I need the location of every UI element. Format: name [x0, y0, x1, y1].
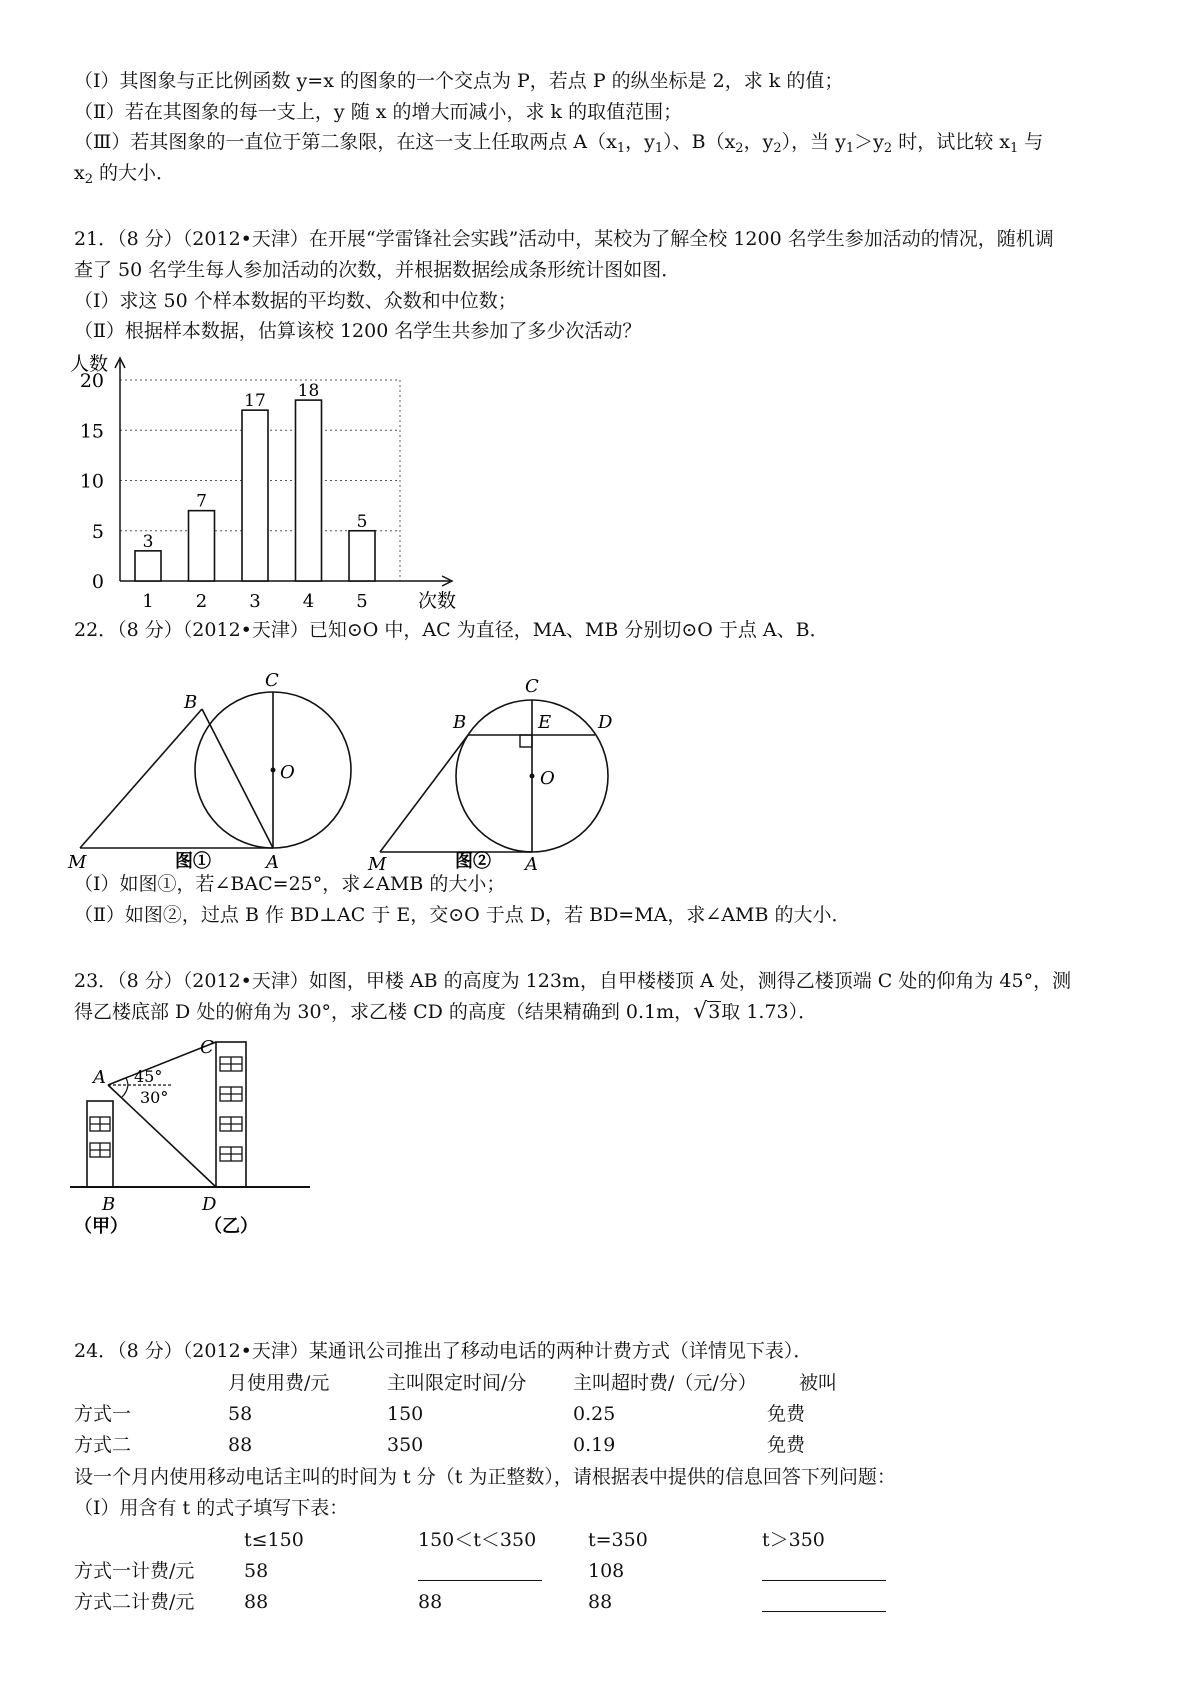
bar-3	[242, 410, 268, 581]
angle-45-label: 45°	[134, 1067, 163, 1086]
x-tick-label: 5	[356, 591, 368, 612]
point-label-O: O	[540, 768, 555, 789]
point-label-M: M	[368, 854, 387, 870]
table2-row-label: 方式一计费/元	[74, 1560, 195, 1582]
point-label-D: D	[202, 1194, 217, 1215]
x-tick-label: 3	[249, 591, 261, 612]
x-axis-label: 次数	[418, 590, 457, 612]
answer-blank[interactable]	[762, 1589, 886, 1615]
x-tick-label: 2	[195, 591, 208, 612]
bar-value-label: 18	[297, 381, 320, 402]
q21-stem-cont: 查了 50 名学生每人参加活动的次数，并根据数据绘成条形统计图如图．	[74, 259, 681, 281]
table2-row-label: 方式二计费/元	[74, 1591, 195, 1613]
bar-value-label: 17	[244, 391, 266, 412]
bar-value-label: 3	[142, 531, 154, 552]
answer-blank[interactable]	[762, 1558, 886, 1584]
y-tick-label: 10	[79, 470, 104, 493]
fig1-caption: 图①	[175, 851, 211, 870]
answer-blank[interactable]	[418, 1558, 542, 1584]
table2-header: t≤150	[244, 1529, 304, 1551]
q24-part1: （Ⅰ）用含有 t 的式子填写下表：	[74, 1497, 349, 1519]
y-tick-label: 0	[91, 571, 104, 593]
table1-cell: 350	[387, 1434, 424, 1456]
table1-cell: 150	[387, 1403, 424, 1425]
q22-part2: （Ⅱ）如图②，过点 B 作 BD⊥AC 于 E，交⊙O 于点 D，若 BD=MA，求∠AMB 的大小．	[74, 904, 851, 926]
bar-chart	[60, 350, 460, 615]
label-jia: （甲）	[74, 1216, 128, 1235]
q20-part3-cont: $x_2$ 的大小．	[74, 162, 176, 187]
q21-part2: （Ⅱ）根据样本数据，估算该校 1200 名学生共参加了多少次活动？	[74, 320, 642, 342]
point-label-A: A	[93, 1067, 106, 1088]
q22-figure-1	[60, 650, 380, 870]
table2-cell: 58	[244, 1560, 269, 1582]
table2-header: 150＜t＜350	[418, 1529, 537, 1551]
table1-header: 主叫超时费/（元/分）	[573, 1372, 757, 1394]
table2-header: t＞350	[762, 1529, 825, 1551]
x-tick-labels	[142, 591, 367, 612]
point-label-B: B	[453, 712, 467, 733]
table1-header: 被叫	[799, 1372, 838, 1394]
y-tick-label: 5	[91, 520, 104, 543]
y-tick-label: 20	[79, 370, 104, 392]
chart-axes	[115, 358, 452, 586]
label-yi: （乙）	[204, 1216, 258, 1235]
q21-part1: （Ⅰ）求这 50 个样本数据的平均数、众数和中位数；	[74, 290, 517, 312]
x-tick-label: 4	[302, 591, 315, 612]
table1-header: 主叫限定时间/分	[387, 1372, 527, 1394]
bar-4	[296, 400, 322, 581]
table1-cell: 88	[228, 1434, 253, 1456]
q20-part2: （Ⅱ）若在其图象的每一支上，y 随 x 的增大而减小，求 k 的取值范围；	[74, 101, 683, 123]
table2-cell: 108	[588, 1560, 625, 1582]
bar-5	[349, 531, 375, 581]
table2-header: t=350	[588, 1529, 648, 1551]
point-label-A: A	[266, 852, 279, 870]
table1-header: 月使用费/元	[228, 1372, 330, 1394]
point-label-O: O	[280, 762, 295, 783]
q22-stem: 22．（8 分）（2012•天津）已知⊙O 中，AC 为直径，MA、MB 分别切⊙O 于点 A、B．	[74, 619, 829, 641]
y-tick-label: 15	[79, 420, 104, 443]
q24-stem: 24．（8 分）（2012•天津）某通讯公司推出了移动电话的两种计费方式（详情见下表）．	[74, 1340, 813, 1362]
bar-value-label: 5	[356, 511, 368, 532]
angle-30-label: 30°	[140, 1088, 169, 1107]
point-label-C: C	[525, 676, 539, 697]
table1-row-label: 方式二	[74, 1434, 132, 1456]
q22-figure-2	[360, 650, 620, 870]
q22-part1: （Ⅰ）如图①，若∠BAC=25°，求∠AMB 的大小；	[74, 873, 506, 895]
table1-cell: 免费	[767, 1403, 806, 1425]
point-label-A: A	[525, 854, 538, 870]
table1-cell: 58	[228, 1403, 253, 1425]
chart-bars	[135, 381, 375, 581]
table1-cell: 0.25	[573, 1403, 616, 1425]
x-tick-label: 1	[142, 591, 154, 612]
point-label-C: C	[265, 670, 279, 691]
q24-setup: 设一个月内使用移动电话主叫的时间为 t 分（t 为正整数），请根据表中提供的信息回答下列问题：	[74, 1466, 896, 1488]
point-label-M: M	[68, 852, 87, 870]
table2-cell: 88	[244, 1591, 269, 1613]
point-label-C: C	[200, 1037, 214, 1058]
point-label-D: D	[598, 712, 613, 733]
bar-2	[189, 511, 215, 581]
table2-cell: 88	[418, 1591, 443, 1613]
point-label-B: B	[184, 692, 198, 713]
bar-value-label: 7	[196, 491, 207, 512]
q23-stem-cont: 得乙楼底部 D 处的俯角为 30°，求乙楼 CD 的高度（结果精确到 0.1m，√3取 1.73）．	[74, 999, 818, 1024]
table1-row-label: 方式一	[74, 1403, 132, 1425]
table1-cell: 0.19	[573, 1434, 616, 1456]
table1-cell: 免费	[767, 1434, 806, 1456]
q23-figure	[60, 1035, 320, 1235]
q20-part3: （Ⅲ）若其图象的一直位于第二象限，在这一支上任取两点 $A(x_1$，$y_1$）、$B(x_2$，$y_2$），当 $y_1>y_2$ 时，试比较 $x_1$ 与	[74, 131, 1044, 156]
q20-part1: （Ⅰ）其图象与正比例函数 y=x 的图象的一个交点为 P，若点 P 的纵坐标是 2，求 k 的值；	[74, 70, 844, 92]
y-axis-label: 人数	[70, 353, 109, 375]
fig2-caption: 图②	[455, 851, 491, 870]
y-tick-labels	[80, 370, 104, 593]
q21-stem: 21．（8 分）（2012•天津）在开展“学雷锋社会实践”活动中，某校为了解全校 1200 名学生参加活动的情况，随机调	[74, 228, 1054, 250]
bar-1	[135, 551, 161, 581]
point-label-B: B	[102, 1194, 116, 1215]
table2-cell: 88	[588, 1591, 613, 1613]
point-label-E: E	[538, 712, 552, 733]
q23-stem: 23．（8 分）（2012•天津）如图，甲楼 AB 的高度为 123m，自甲楼楼顶 A 处，测得乙楼顶端 C 处的仰角为 45°，测	[74, 970, 1072, 992]
